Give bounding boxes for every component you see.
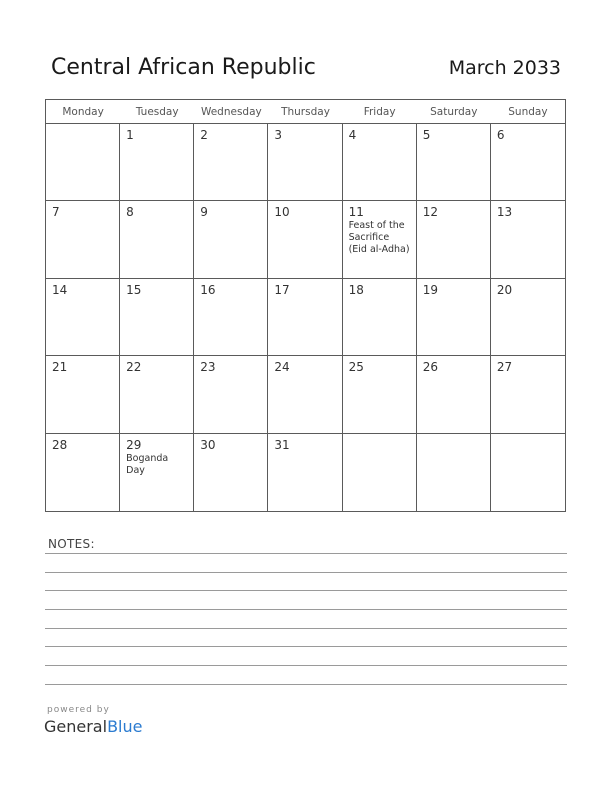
day-cell — [491, 201, 565, 278]
day-number: 31 — [274, 437, 290, 452]
day-number: 3 — [274, 128, 283, 142]
day-number: 16 — [200, 282, 216, 297]
day-number: 19 — [422, 282, 438, 297]
day-cell — [194, 356, 268, 433]
day-number: 18 — [348, 282, 364, 297]
note-line — [45, 609, 567, 610]
weekday-header: Wednesday — [194, 100, 268, 124]
day-number: 17 — [274, 282, 290, 297]
day-cell — [268, 124, 342, 201]
day-cell — [343, 279, 417, 356]
day-number: 9 — [200, 205, 208, 220]
note-line — [45, 590, 567, 591]
powered-by-text: powered by — [47, 705, 110, 715]
weekday-header: Saturday — [417, 100, 491, 124]
day-cell — [46, 124, 120, 201]
day-cell — [491, 356, 565, 433]
day-number: 26 — [422, 360, 438, 375]
day-cell — [120, 124, 194, 201]
day-number: 20 — [496, 282, 513, 297]
day-cell — [194, 434, 268, 511]
weekday-header: Tuesday — [120, 100, 194, 124]
logo-text-general: General — [44, 717, 108, 736]
day-cell — [268, 434, 342, 511]
day-number: 14 — [52, 282, 68, 297]
day-cell — [120, 434, 194, 511]
day-cell — [120, 279, 194, 356]
day-cell — [194, 124, 268, 201]
day-number: 2 — [200, 128, 208, 142]
day-cell — [343, 356, 417, 433]
note-line — [45, 646, 567, 647]
weekday-header: Thursday — [268, 100, 342, 124]
day-number: 24 — [274, 360, 290, 375]
day-cell — [491, 124, 565, 201]
day-cell — [343, 201, 417, 278]
day-cell — [491, 279, 565, 356]
calendar-country-title: Central African Republic — [51, 55, 316, 80]
weekday-header: Sunday — [491, 100, 565, 124]
day-number: 30 — [200, 437, 216, 452]
holiday-label: Boganda Day — [126, 452, 169, 476]
weekday-header: Friday — [343, 100, 417, 124]
day-cell — [417, 434, 491, 511]
day-number: 22 — [126, 360, 142, 375]
day-cell — [417, 124, 491, 201]
day-number: 5 — [422, 128, 431, 142]
day-cell — [268, 356, 342, 433]
note-line — [45, 572, 567, 573]
day-cell — [194, 279, 268, 356]
day-cell — [417, 356, 491, 433]
day-number: 23 — [200, 360, 216, 375]
day-cell — [46, 279, 120, 356]
day-number: 1 — [126, 128, 134, 142]
note-line — [45, 684, 567, 685]
day-number: 10 — [274, 205, 290, 220]
logo-text-blue: Blue — [107, 717, 143, 736]
calendar-month-year: March 2033 — [448, 57, 561, 79]
day-number: 7 — [52, 205, 60, 220]
holiday-label: Feast of the Sacrifice (Eid al-Adha) — [348, 220, 410, 256]
day-cell — [417, 201, 491, 278]
day-cell — [46, 434, 120, 511]
note-line — [45, 665, 567, 666]
day-cell — [120, 201, 194, 278]
day-cell — [417, 279, 491, 356]
weekday-header: Monday — [46, 100, 120, 124]
day-cell — [343, 124, 417, 201]
day-number: 28 — [52, 437, 68, 452]
day-number: 25 — [348, 360, 364, 375]
day-number: 8 — [126, 205, 134, 220]
day-number: 29 — [126, 437, 142, 452]
day-number: 15 — [126, 282, 142, 297]
day-cell — [268, 201, 342, 278]
calendar-grid — [45, 99, 566, 512]
day-cell — [120, 356, 194, 433]
day-number: 13 — [496, 205, 513, 220]
day-cell — [343, 434, 417, 511]
day-number: 12 — [422, 205, 438, 220]
generalblue-logo — [44, 717, 142, 736]
notes-label: NOTES: — [48, 537, 95, 551]
note-line — [45, 628, 567, 629]
day-cell — [194, 201, 268, 278]
day-cell — [46, 356, 120, 433]
note-line — [45, 553, 567, 554]
day-number: 21 — [52, 360, 68, 375]
day-number: 11 — [348, 205, 364, 220]
day-number: 6 — [496, 128, 505, 142]
day-cell — [491, 434, 565, 511]
day-cell — [268, 279, 342, 356]
day-cell — [46, 201, 120, 278]
day-number: 4 — [348, 128, 357, 142]
day-number: 27 — [496, 360, 513, 375]
